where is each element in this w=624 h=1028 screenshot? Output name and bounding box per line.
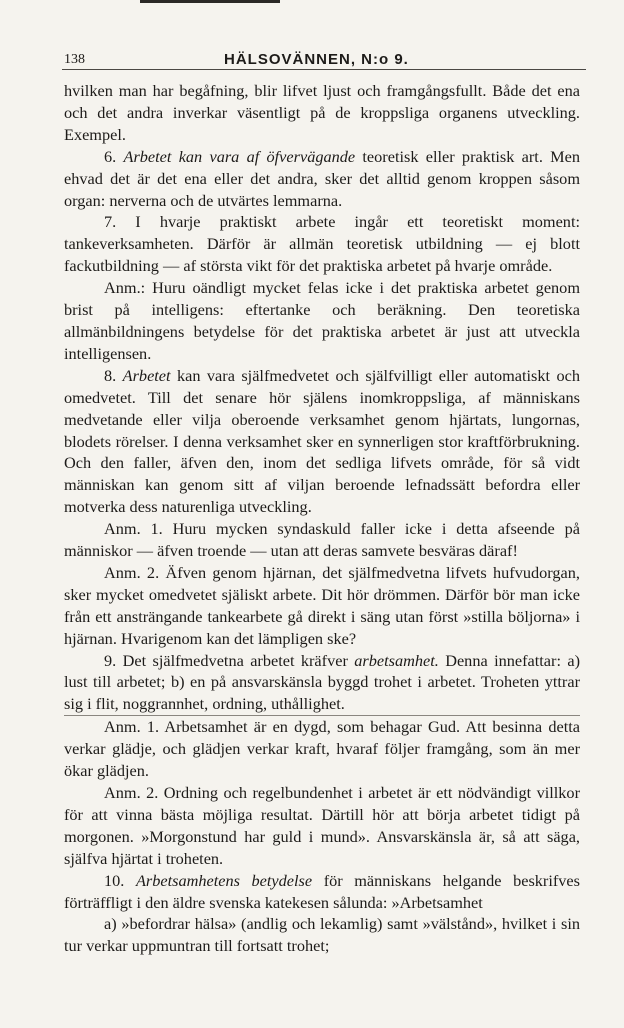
paragraph-number: 8. (104, 365, 117, 385)
header-rule (62, 69, 586, 70)
paragraph-8-note-1: Anm. 1. Huru mycken syndaskuld faller icke i detta afseende på människor — äfven troende — utan att deras samvete besväras däraf! (64, 519, 580, 561)
page-number: 138 (64, 52, 85, 67)
page-header (64, 46, 584, 68)
paragraph-9-note-1: Anm. 1. Arbetsamhet är en dygd, som behagar Gud. Att besinna detta verkar glädje, och glädjen verkar kraft, hvaraf följer framgång, som än mer ökar glädjen. (64, 717, 580, 781)
italic-phrase: Arbetet kan vara af öfvervägande (123, 146, 356, 166)
paragraph-7: 7. I hvarje praktiskt arbete ingår ett teoretiskt moment: tankeverksamheten. Därför är allmän teoretisk utbildning — ej blott fackutbildning — af största vikt för det praktiska arbetet på hvarje område. (64, 212, 580, 276)
paragraph-9-note-2: Anm. 2. Ordning och regelbundenhet i arbetet är ett nödvändigt villkor för att vinna bästa möjliga resultat. Därtill hör att börja arbetet tidigt på morgonen. »Morgonstund har guld i mund». Ansvarskänsla är, så att säga, själfva hjärtat i troheten. (64, 783, 580, 868)
italic-phrase: arbetsamhet. (354, 650, 439, 670)
paragraph-number: 7. (104, 212, 117, 232)
paragraph-number: 10. (104, 870, 125, 890)
paragraph-10-item-a: a) »befordrar hälsa» (andlig och lekamlig) samt »välstånd», hvilket i sin tur verkar uppmuntran till fortsatt trohet; (64, 914, 580, 956)
paragraph-10: 10. Arbetsamhetens betydelse för människans helgande beskrifves förträffligt i den äldre svenska katekesen sålunda: »Arbetsamhet (64, 870, 580, 912)
paragraph-number: 9. (104, 650, 117, 670)
paragraph-number: 6. (104, 146, 117, 166)
body-text (64, 80, 580, 957)
scan-edge-mark (140, 0, 280, 3)
paragraph-8: 8. Arbetet kan vara själfmedvetet och själfvilligt eller automatiskt och omedvetet. Till det senare hör själens inomkroppsliga, af människans medvetande eller vilja oberoende verksamhet genom hjärtats, lungornas, blodets rörelser. I denna verksamhet sker en synnerligen stor kraftförbrukning. Och den faller, äfven den, inom det sedliga lifvets område, för så vidt människan kan genom sitt af viljan beroende lefnadssätt befordra eller motverka dess naturenliga utveckling. (64, 365, 580, 517)
paragraph-6: 6. Arbetet kan vara af öfvervägande teoretisk eller praktisk art. Men ehvad det är det ena eller det andra, sker det alltid genom kroppen såsom organ: nerverna och de utvärtes lemmarna. (64, 146, 581, 210)
paragraph-8-note-2: Anm. 2. Äfven genom hjärnan, det själfmedvetna lifvets hufvudorgan, sker mycket omedvetet själiskt arbete. Dit hör drömmen. Därför bör man icke från ett ansträngande tankearbete gå direkt i säng utan först »stilla böljorna» i hjärnan. Hvarigenom kan det lämpligen ske? (64, 562, 580, 648)
paragraph-7-note: Anm.: Huru oändligt mycket felas icke i det praktiska arbetet genom brist på intelligens: eftertanke och beräkning. Den teoretiska allmänbildningens betydelse för det praktiska arbetet är just att utveckla intelligensen. (64, 278, 580, 363)
italic-phrase: Arbetet (122, 365, 171, 385)
paragraph-9: 9. Det själfmedvetna arbetet kräfver arbetsamhet. Denna innefattar: a) lust till arbetet; b) en på ansvarskänsla byggd trohet i arbetet. Troheten yttrar sig i flit, noggrannhet, ordning, uthållighet. (64, 650, 580, 714)
paragraph-continuation: hvilken man har begåfning, blir lifvet ljust och framgångsfullt. Både det ena och det andra inverkar väsentligt på de kroppsliga organens utveckling. Exempel. (64, 81, 580, 144)
italic-phrase: Arbetsamhetens betydelse (135, 870, 313, 890)
running-title: HÄLSOVÄNNEN, N:o 9. (224, 51, 409, 68)
